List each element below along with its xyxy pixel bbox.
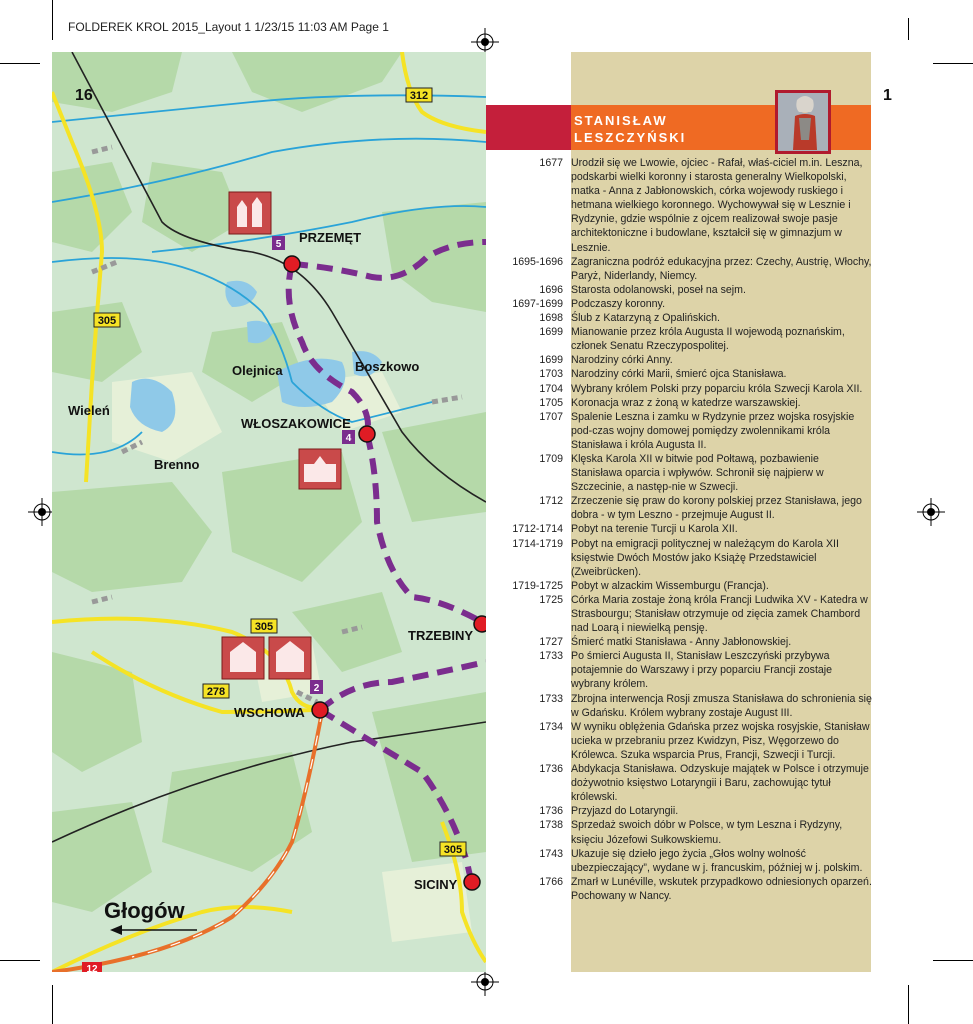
crop-mark [908, 985, 909, 1024]
timeline-text: Narodziny córki Anny. [571, 354, 673, 367]
timeline-text: Narodziny córki Marii, śmierć ojca Stanisława. [571, 368, 787, 381]
timeline-text: Wybrany królem Polski przy poparciu króla Szwecji Karola XII. [571, 382, 863, 395]
timeline-text: Starosta odolanowski, poseł na sejm. [571, 283, 746, 296]
timeline-entry [505, 875, 873, 903]
timeline-entry [505, 396, 873, 410]
timeline-entry [505, 720, 873, 762]
timeline-entry [505, 762, 873, 804]
timeline-year: 1703 [539, 368, 563, 381]
place-wschowa: WSCHOWA [234, 705, 305, 720]
timeline-year: 1736 [539, 763, 563, 776]
stop-4-number: 4 [345, 433, 352, 444]
page-number-left: 16 [75, 87, 93, 104]
crop-mark [52, 0, 53, 40]
crop-mark [908, 18, 909, 40]
timeline-entry [505, 494, 873, 522]
crop-mark [0, 63, 40, 64]
road-278-label: 278 [206, 686, 226, 698]
timeline-list [505, 156, 873, 903]
timeline-text: Sprzedaż swoich dóbr w Polsce, w tym Leszna i Rydzyny, księciu Józefowi Sułkowskiemu. [571, 819, 843, 846]
timeline-year: 1766 [539, 875, 563, 888]
timeline-year: 1725 [539, 593, 563, 606]
title-line-1: STANISŁAW [574, 113, 668, 128]
place-brenno: Brenno [154, 457, 200, 472]
timeline-entry [505, 156, 873, 255]
timeline-year: 1695-1696 [512, 255, 563, 268]
timeline-year: 1733 [539, 692, 563, 705]
timeline-entry [505, 818, 873, 846]
timeline-entry [505, 311, 873, 325]
timeline-entry [505, 283, 873, 297]
timeline-text: Zmarł w Lunéville, wskutek przypadkowo odniesionych oparzeń. Pochowany w Nancy. [571, 875, 872, 902]
crop-mark [52, 985, 53, 1024]
registration-mark-icon [917, 498, 945, 526]
timeline-entry [505, 255, 873, 283]
timeline-year: 1714-1719 [512, 537, 563, 550]
timeline-year: 1719-1725 [512, 579, 563, 592]
stop-5-number: 5 [275, 239, 282, 250]
timeline-text: Spalenie Leszna i zamku w Rydzynie przez wojska rosyjskie pod-czas wojny domowej pomiędzy zwolennikami króla Stanisława i króla Augusta II. [571, 410, 855, 451]
crop-mark [933, 63, 973, 64]
place-wielen: Wieleń [68, 403, 110, 418]
timeline-year: 1733 [539, 650, 563, 663]
timeline-entry [505, 847, 873, 875]
timeline-text: Podczaszy koronny. [571, 297, 666, 310]
timeline-year: 1734 [539, 720, 563, 733]
timeline-year: 1712-1714 [512, 523, 563, 536]
timeline-entry [505, 593, 873, 635]
timeline-year: 1707 [539, 410, 563, 423]
place-trzebiny: TRZEBINY [408, 628, 473, 643]
timeline-text: Przyjazd do Lotaryngii. [571, 805, 679, 818]
road-12-label: 12 [86, 964, 98, 972]
timeline-text: Urodził się we Lwowie, ojciec - Rafał, właś-ciciel m.in. Leszna, podskarbi wielki koronny i starosta generalny Wielkopolski, matka - Anna z Jabłonowskich, córka wojewody ruskiego i hetmana wielkiego koronnego. Wychowywał się w Lesznie i Rydzynie, gdzie wspólnie z ojcem realizował swoje pasje architektoniczne i budowlane, kształcił się w gimnazjum w Lesznie. [571, 157, 863, 254]
church-icon [222, 637, 264, 679]
timeline-entry [505, 410, 873, 452]
timeline-year: 1743 [539, 847, 563, 860]
timeline-text: Mianowanie przez króla Augusta II wojewodą poznańskim, członek Senatu Rzeczypospolitej. [571, 326, 845, 353]
place-boszkowo: Boszkowo [355, 359, 420, 374]
stop-2-number: 2 [313, 683, 320, 694]
timeline-year: 1705 [539, 396, 563, 409]
timeline-entry [505, 325, 873, 353]
timeline-entry [505, 579, 873, 593]
road-305-label: 305 [97, 315, 117, 327]
timeline-year: 1709 [539, 452, 563, 465]
timeline-year: 1697-1699 [512, 297, 563, 310]
timeline-entry [505, 649, 873, 691]
timeline-year: 1698 [539, 312, 563, 325]
road-312-label: 312 [409, 90, 429, 102]
crop-mark [933, 960, 973, 961]
timeline-text: Po śmierci Augusta II, Stanisław Leszczyński przybywa potajemnie do Warszawy i przy poparciu Francji zostaje wybrany królem. [571, 650, 833, 691]
crop-mark [0, 960, 40, 961]
timeline-text: Pobyt w alzackim Wissemburgu (Francja). [571, 579, 769, 592]
timeline-entry [505, 367, 873, 381]
timeline-entry [505, 635, 873, 649]
road-305-label: 305 [254, 621, 274, 633]
title-line-2: LESZCZYŃSKI [574, 130, 687, 145]
timeline-year: 1677 [539, 157, 563, 169]
timeline-year: 1712 [539, 495, 563, 508]
church-icon [269, 637, 311, 679]
timeline-entry [505, 382, 873, 396]
route-map [52, 52, 486, 972]
timeline-entry [505, 692, 873, 720]
timeline-year: 1696 [539, 283, 563, 296]
timeline-text: Śmierć matki Stanisława - Anny Jabłonowskiej. [571, 636, 792, 649]
print-slug: FOLDEREK KROL 2015_Layout 1 1/23/15 11:03 AM Page 1 [68, 20, 389, 34]
page-number-right: 1 [883, 87, 892, 104]
timeline-entry [505, 522, 873, 536]
timeline-year: 1727 [539, 636, 563, 649]
place-przemet: PRZEMĘT [299, 230, 362, 245]
palace-icon [299, 449, 341, 489]
timeline-text: Ślub z Katarzyną z Opalińskich. [571, 312, 720, 325]
timeline-entry [505, 452, 873, 494]
king-portrait-icon [775, 90, 831, 154]
timeline-year: 1699 [539, 354, 563, 367]
timeline-text: Ukazuje się dzieło jego życia „Głos wolny wolność ubezpieczający”, wydane w j. francuskim, później w j. polskim. [571, 847, 863, 874]
timeline-entry [505, 804, 873, 818]
timeline-text: Klęska Karola XII w bitwie pod Połtawą, pozbawienie Stanisława oparcia i wpływów. Schronił się najpierw w Szczecinie, a następ-nie w Szwecji. [571, 452, 824, 494]
timeline-text: Pobyt na emigracji politycznej w należącym do Karola XII księstwie Dwóch Mostów jako Książę Przedstawiciel (Zweibrücken). [571, 537, 839, 578]
timeline-year: 1738 [539, 819, 563, 832]
registration-mark-icon [471, 968, 499, 996]
timeline-year: 1699 [539, 326, 563, 339]
place-wloszakowice: WŁOSZAKOWICE [241, 416, 351, 431]
place-glogow: Głogów [104, 898, 185, 923]
timeline-entry [505, 353, 873, 367]
timeline-text: Córka Maria zostaje żoną króla Francji Ludwika XV - Katedra w Strasbourgu; Stanisław otrzymuje od zięcia zamek Chambord nad Loarą i niewielką pensję. [571, 593, 868, 635]
timeline-year: 1736 [539, 805, 563, 818]
timeline-text: W wyniku oblężenia Gdańska przez wojska rosyjskie, Stanisław ucieka w przebraniu przez Kwidzyn, Pisz, Węgorzewo do Królewca. Szuka wsparcia Prus, Francji, Szwecji i Turcji. [571, 720, 870, 761]
timeline-text: Zrzeczenie się praw do korony polskiej przez Stanisława, jego dobra - w tym Leszno - przejmuje August II. [571, 495, 862, 522]
place-siciny: SICINY [414, 877, 458, 892]
timeline-text: Zagraniczna podróż edukacyjna przez: Czechy, Austrię, Włochy, Paryż, Niderlandy, Niemcy. [571, 255, 872, 282]
timeline-entry [505, 537, 873, 579]
timeline-text: Abdykacja Stanisława. Odzyskuje majątek w Polsce i otrzymuje dożywotnio księstwo Lotaryngii i Baru, zachowując tytuł królewski. [571, 763, 869, 804]
church-icon [229, 192, 271, 234]
road-305-label: 305 [443, 844, 463, 856]
timeline-year: 1704 [539, 382, 563, 395]
timeline-text: Pobyt na terenie Turcji u Karola XII. [571, 523, 738, 536]
place-olejnica: Olejnica [232, 363, 283, 378]
timeline-text: Koronacja wraz z żoną w katedrze warszawskiej. [571, 396, 801, 409]
timeline-entry [505, 297, 873, 311]
timeline-text: Zbrojna interwencja Rosji zmusza Stanisława do schronienia się w Gdańsku. Królem wybrany zostaje August III. [571, 692, 872, 719]
